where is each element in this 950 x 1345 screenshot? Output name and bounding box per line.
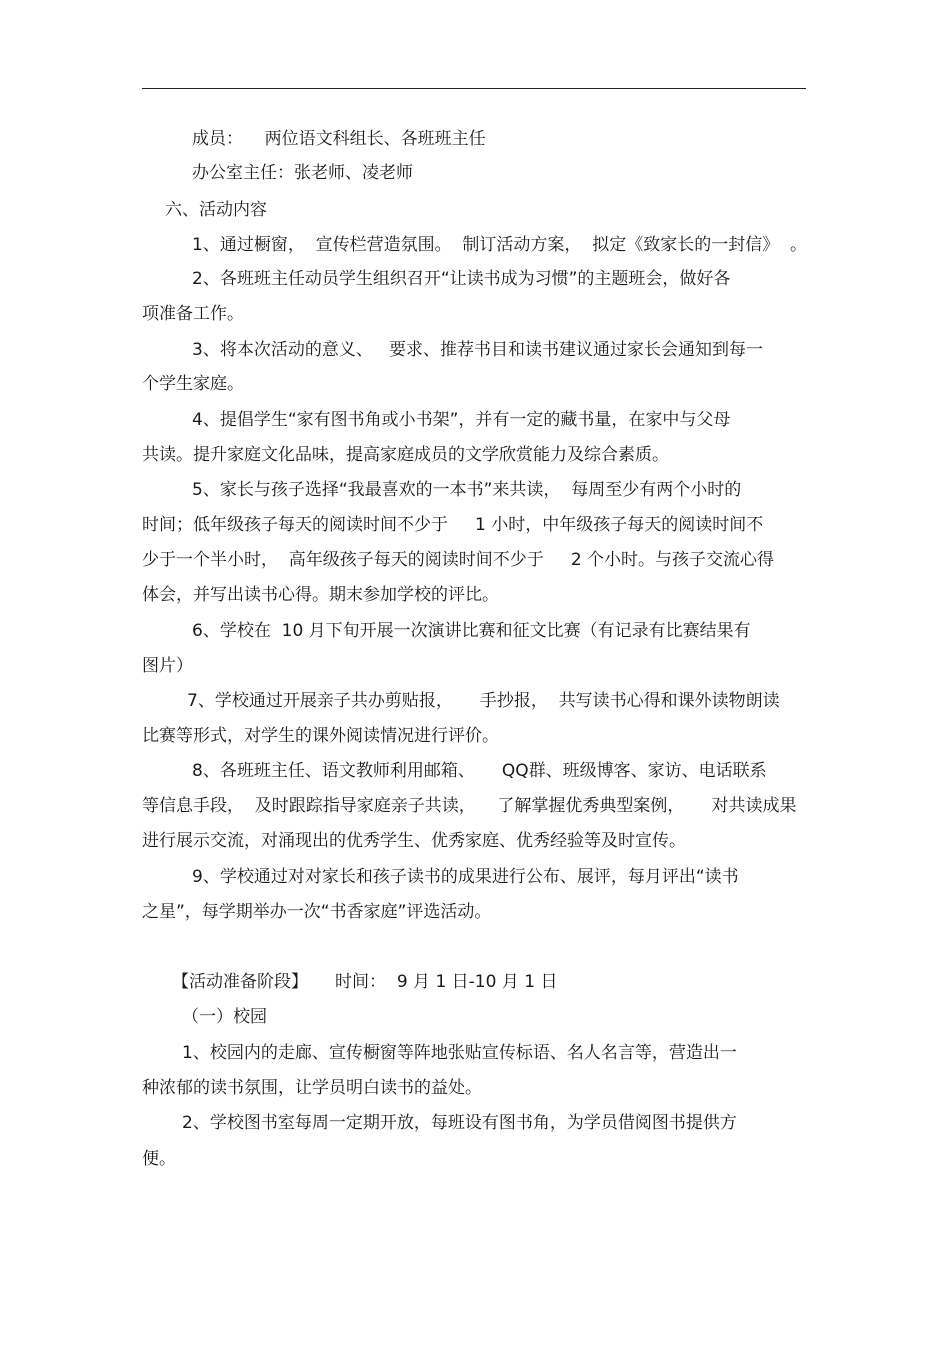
- office-line: 办公室主任：张老师、凌老师: [192, 163, 413, 183]
- item-1-line-1: 1、通过橱窗， 宣传栏营造氛围。 制订活动方案， 拟定《致家长的一封信》 。: [192, 235, 808, 255]
- item-3-line-2: 个学生家庭。: [142, 374, 244, 394]
- item-7-line-1: 7、学校通过开展亲子共办剪贴报， 手抄报， 共写读书心得和课外读物朗读: [187, 691, 780, 711]
- item-4-line-1: 4、提倡学生“家有图书角或小书架”，并有一定的藏书量，在家中与父母: [192, 410, 731, 430]
- members-line: 成员： 两位语文科组长、各班班主任: [192, 129, 486, 149]
- item-7-line-2: 比赛等形式，对学生的课外阅读情况进行评价。: [142, 726, 499, 746]
- item-9-line-1: 9、学校通过对对家长和孩子读书的成果进行公布、展评，每月评出“读书: [192, 867, 739, 887]
- item-9-line-2: 之星”，每学期举办一次“书香家庭”评选活动。: [142, 902, 492, 922]
- item-8-line-2: 等信息手段， 及时跟踪指导家庭亲子共读， 了解掌握优秀典型案例， 对共读成果: [142, 796, 797, 816]
- item-4-line-2: 共读。提升家庭文化品味，提高家庭成员的文学欣赏能力及综合素质。: [142, 445, 669, 465]
- section6-title: 六、活动内容: [165, 200, 267, 220]
- item-2-line-2: 项准备工作。: [142, 304, 244, 324]
- item-5-line-2: 时间；低年级孩子每天的阅读时间不少于 1 小时，中年级孩子每天的阅读时间不: [142, 515, 764, 535]
- campus-item-2-line-2: 便。: [142, 1149, 176, 1169]
- item-2-line-1: 2、各班班主任动员学生组织召开“让读书成为习惯”的主题班会，做好各: [192, 269, 731, 289]
- item-8-line-3: 进行展示交流，对涌现出的优秀学生、优秀家庭、优秀经验等及时宣传。: [142, 831, 686, 851]
- item-6-line-1: 6、学校在 10 月下旬开展一次演讲比赛和征文比赛（有记录有比赛结果有: [192, 621, 751, 641]
- header-rule: [142, 88, 806, 89]
- item-5-line-1: 5、家长与孩子选择“我最喜欢的一本书”来共读， 每周至少有两个小时的: [192, 480, 742, 500]
- prep-stage-heading: 【活动准备阶段】 时间： 9 月 1 日-10 月 1 日: [172, 972, 558, 992]
- campus-item-1-line-2: 种浓郁的读书氛围，让学员明白读书的益处。: [142, 1078, 482, 1098]
- campus-item-2-line-1: 2、学校图书室每周一定期开放，每班设有图书角，为学员借阅图书提供方: [182, 1113, 737, 1133]
- item-5-line-3: 少于一个半小时， 高年级孩子每天的阅读时间不少于 2 个小时。与孩子交流心得: [142, 550, 775, 570]
- campus-item-1-line-1: 1、校园内的走廊、宣传橱窗等阵地张贴宣传标语、名人名言等，营造出一: [182, 1043, 737, 1063]
- campus-title: （一）校园: [182, 1007, 267, 1027]
- item-8-line-1: 8、各班班主任、语文教师利用邮箱、 QQ群、班级博客、家访、电话联系: [192, 761, 767, 781]
- item-6-line-2: 图片）: [142, 656, 193, 676]
- item-5-line-4: 体会，并写出读书心得。期末参加学校的评比。: [142, 585, 499, 605]
- item-3-line-1: 3、将本次活动的意义、 要求、推荐书目和读书建议通过家长会通知到每一: [192, 340, 764, 360]
